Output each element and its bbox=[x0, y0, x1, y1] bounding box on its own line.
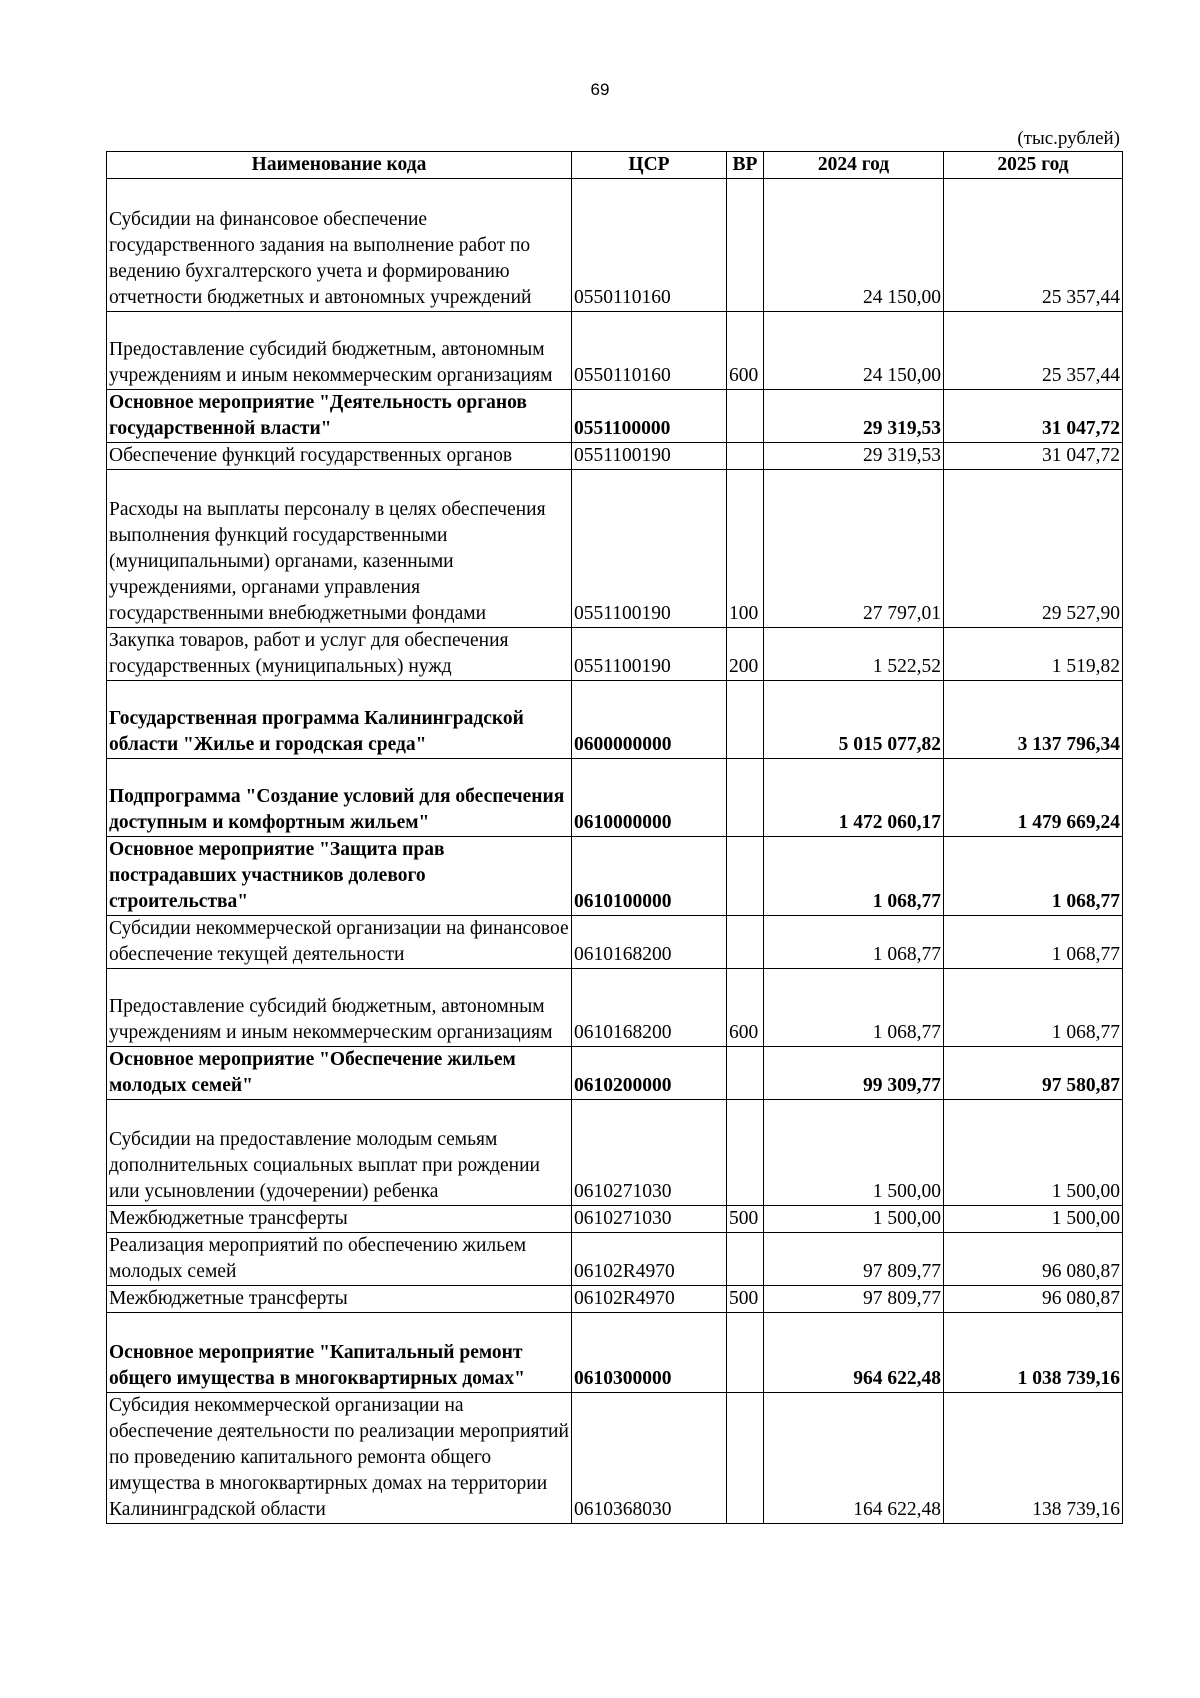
row-vr bbox=[727, 1233, 764, 1286]
row-amount-2024: 164 622,48 bbox=[764, 1393, 944, 1524]
row-name: Подпрограмма "Создание условий для обеспечения доступным и комфортным жильем" bbox=[107, 759, 572, 837]
row-csr: 0550110160 bbox=[572, 179, 727, 312]
row-vr bbox=[727, 390, 764, 443]
page-number: 69 bbox=[590, 80, 610, 99]
row-amount-2024: 964 622,48 bbox=[764, 1313, 944, 1393]
row-vr: 600 bbox=[727, 312, 764, 390]
row-amount-2024: 1 522,52 bbox=[764, 628, 944, 681]
row-name: Основное мероприятие "Деятельность органов государственной власти" bbox=[107, 390, 572, 443]
row-name: Предоставление субсидий бюджетным, автономным учреждениям и иным некоммерческим организациям bbox=[107, 312, 572, 390]
table-row bbox=[107, 443, 1123, 470]
row-vr: 100 bbox=[727, 470, 764, 628]
row-vr bbox=[727, 916, 764, 969]
header-2025: 2025 год bbox=[944, 152, 1123, 179]
header-2024: 2024 год bbox=[764, 152, 944, 179]
row-name: Обеспечение функций государственных органов bbox=[107, 443, 572, 470]
row-csr: 0610168200 bbox=[572, 969, 727, 1047]
row-name: Субсидии на финансовое обеспечение государственного задания на выполнение работ по ведению бухгалтерского учета и формированию отчетности бюджетных и автономных учреждений bbox=[107, 179, 572, 312]
row-amount-2024: 1 500,00 bbox=[764, 1206, 944, 1233]
row-csr: 0610368030 bbox=[572, 1393, 727, 1524]
row-amount-2025: 1 068,77 bbox=[944, 837, 1123, 916]
table-row bbox=[107, 759, 1123, 837]
row-amount-2025: 96 080,87 bbox=[944, 1286, 1123, 1313]
row-amount-2025: 1 500,00 bbox=[944, 1206, 1123, 1233]
row-amount-2025: 1 519,82 bbox=[944, 628, 1123, 681]
row-amount-2025: 96 080,87 bbox=[944, 1233, 1123, 1286]
row-amount-2025: 25 357,44 bbox=[944, 179, 1123, 312]
row-amount-2024: 1 500,00 bbox=[764, 1100, 944, 1206]
row-amount-2024: 24 150,00 bbox=[764, 179, 944, 312]
row-csr: 06102R4970 bbox=[572, 1286, 727, 1313]
row-amount-2025: 25 357,44 bbox=[944, 312, 1123, 390]
row-name: Закупка товаров, работ и услуг для обеспечения государственных (муниципальных) нужд bbox=[107, 628, 572, 681]
row-name: Реализация мероприятий по обеспечению жильем молодых семей bbox=[107, 1233, 572, 1286]
row-csr: 0610271030 bbox=[572, 1100, 727, 1206]
row-csr: 0600000000 bbox=[572, 681, 727, 759]
row-vr: 500 bbox=[727, 1286, 764, 1313]
row-amount-2024: 1 068,77 bbox=[764, 837, 944, 916]
table-header-row bbox=[107, 152, 1123, 179]
row-amount-2024: 97 809,77 bbox=[764, 1233, 944, 1286]
row-vr bbox=[727, 1100, 764, 1206]
row-name: Расходы на выплаты персоналу в целях обеспечения выполнения функций государственными (муниципальными) органами, казенными учреждениями, органами управления государственными внебюджетными фондами bbox=[107, 470, 572, 628]
row-csr: 0610300000 bbox=[572, 1313, 727, 1393]
table-row bbox=[107, 681, 1123, 759]
row-amount-2024: 97 809,77 bbox=[764, 1286, 944, 1313]
row-csr: 06102R4970 bbox=[572, 1233, 727, 1286]
row-amount-2024: 27 797,01 bbox=[764, 470, 944, 628]
row-name: Межбюджетные трансферты bbox=[107, 1286, 572, 1313]
row-csr: 0551100000 bbox=[572, 390, 727, 443]
units-label: (тыс.рублей) bbox=[1017, 128, 1120, 149]
row-name: Субсидия некоммерческой организации на обеспечение деятельности по реализации мероприятий по проведению капитального ремонта общего имущества в многоквартирных домах на территории Калининградской области bbox=[107, 1393, 572, 1524]
header-name: Наименование кода bbox=[107, 152, 572, 179]
header-vr: ВР bbox=[727, 152, 764, 179]
row-vr bbox=[727, 1393, 764, 1524]
table-row bbox=[107, 390, 1123, 443]
table-row bbox=[107, 837, 1123, 916]
table-row bbox=[107, 1393, 1123, 1524]
row-csr: 0551100190 bbox=[572, 470, 727, 628]
budget-table bbox=[106, 151, 1123, 1524]
row-amount-2024: 99 309,77 bbox=[764, 1047, 944, 1100]
row-vr: 500 bbox=[727, 1206, 764, 1233]
row-csr: 0610168200 bbox=[572, 916, 727, 969]
table-row bbox=[107, 1047, 1123, 1100]
table-row bbox=[107, 628, 1123, 681]
row-name: Основное мероприятие "Капитальный ремонт общего имущества в многоквартирных домах" bbox=[107, 1313, 572, 1393]
table-row bbox=[107, 1286, 1123, 1313]
table-row bbox=[107, 179, 1123, 312]
row-name: Субсидии некоммерческой организации на финансовое обеспечение текущей деятельности bbox=[107, 916, 572, 969]
table-row bbox=[107, 969, 1123, 1047]
table-row bbox=[107, 1206, 1123, 1233]
row-csr: 0551100190 bbox=[572, 443, 727, 470]
header-csr: ЦСР bbox=[572, 152, 727, 179]
table-row bbox=[107, 312, 1123, 390]
row-name: Субсидии на предоставление молодым семьям дополнительных социальных выплат при рождении или усыновлении (удочерении) ребенка bbox=[107, 1100, 572, 1206]
row-name: Основное мероприятие "Защита прав пострадавших участников долевого строительства" bbox=[107, 837, 572, 916]
row-vr bbox=[727, 681, 764, 759]
row-amount-2025: 1 479 669,24 bbox=[944, 759, 1123, 837]
row-name: Основное мероприятие "Обеспечение жильем молодых семей" bbox=[107, 1047, 572, 1100]
table-row bbox=[107, 1233, 1123, 1286]
table-row bbox=[107, 470, 1123, 628]
row-amount-2024: 1 068,77 bbox=[764, 969, 944, 1047]
row-amount-2025: 1 500,00 bbox=[944, 1100, 1123, 1206]
row-amount-2025: 97 580,87 bbox=[944, 1047, 1123, 1100]
row-vr bbox=[727, 443, 764, 470]
row-vr bbox=[727, 1313, 764, 1393]
row-amount-2024: 1 472 060,17 bbox=[764, 759, 944, 837]
row-csr: 0550110160 bbox=[572, 312, 727, 390]
table-row bbox=[107, 1100, 1123, 1206]
row-csr: 0610000000 bbox=[572, 759, 727, 837]
row-amount-2024: 1 068,77 bbox=[764, 916, 944, 969]
row-csr: 0610271030 bbox=[572, 1206, 727, 1233]
row-vr: 200 bbox=[727, 628, 764, 681]
row-name: Предоставление субсидий бюджетным, автономным учреждениям и иным некоммерческим организациям bbox=[107, 969, 572, 1047]
table-row bbox=[107, 916, 1123, 969]
row-vr bbox=[727, 179, 764, 312]
row-amount-2025: 1 038 739,16 bbox=[944, 1313, 1123, 1393]
row-vr: 600 bbox=[727, 969, 764, 1047]
row-amount-2025: 1 068,77 bbox=[944, 969, 1123, 1047]
row-amount-2025: 3 137 796,34 bbox=[944, 681, 1123, 759]
row-amount-2024: 5 015 077,82 bbox=[764, 681, 944, 759]
row-name: Межбюджетные трансферты bbox=[107, 1206, 572, 1233]
row-amount-2025: 1 068,77 bbox=[944, 916, 1123, 969]
row-vr bbox=[727, 759, 764, 837]
row-amount-2024: 24 150,00 bbox=[764, 312, 944, 390]
row-amount-2025: 31 047,72 bbox=[944, 390, 1123, 443]
row-amount-2025: 29 527,90 bbox=[944, 470, 1123, 628]
row-vr bbox=[727, 837, 764, 916]
row-amount-2024: 29 319,53 bbox=[764, 443, 944, 470]
row-csr: 0551100190 bbox=[572, 628, 727, 681]
row-amount-2025: 138 739,16 bbox=[944, 1393, 1123, 1524]
row-name: Государственная программа Калининградской области "Жилье и городская среда" bbox=[107, 681, 572, 759]
row-csr: 0610100000 bbox=[572, 837, 727, 916]
table-row bbox=[107, 1313, 1123, 1393]
row-amount-2024: 29 319,53 bbox=[764, 390, 944, 443]
row-amount-2025: 31 047,72 bbox=[944, 443, 1123, 470]
row-csr: 0610200000 bbox=[572, 1047, 727, 1100]
row-vr bbox=[727, 1047, 764, 1100]
